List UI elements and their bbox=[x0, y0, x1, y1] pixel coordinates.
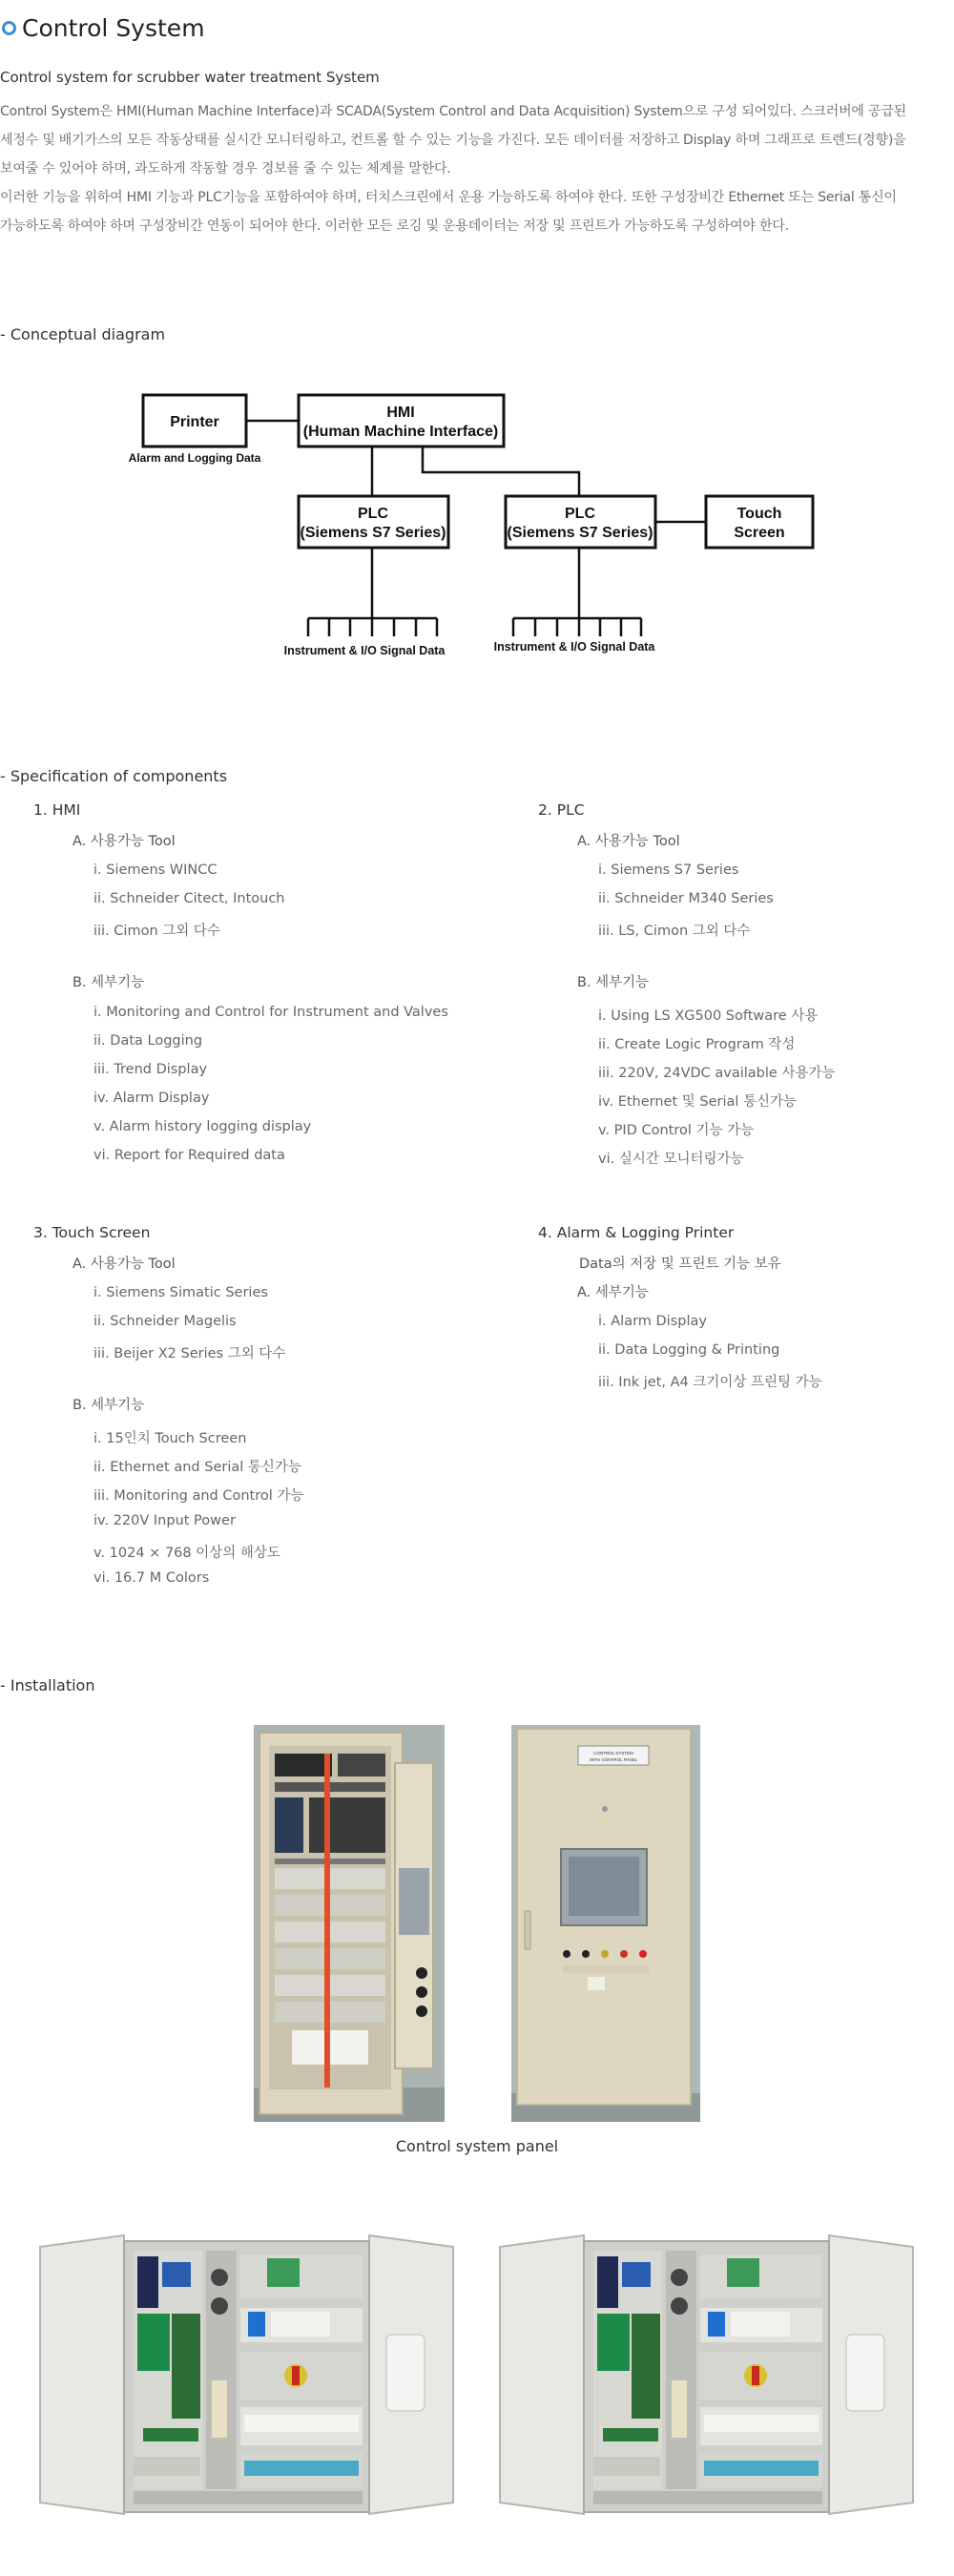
spec-hmi-detail-head: B. 세부기능 bbox=[73, 975, 145, 990]
list-item: i. Monitoring and Control for Instrument and Valves bbox=[93, 1005, 448, 1020]
list-item: ii. Data Logging bbox=[93, 1033, 203, 1049]
photo-caption: Control system panel bbox=[395, 2137, 559, 2155]
control-panel-interior-photo-right bbox=[498, 2228, 915, 2525]
plc-left-sublabel: (Siemens S7 Series) bbox=[300, 525, 446, 541]
printer-label: Printer bbox=[170, 414, 219, 430]
list-item: i. Using LS XG500 Software 사용 bbox=[598, 1008, 819, 1024]
list-item: i. 15인치 Touch Screen bbox=[93, 1431, 247, 1446]
list-item: ii. Schneider Magelis bbox=[93, 1314, 237, 1329]
list-item: i. Siemens Simatic Series bbox=[93, 1285, 268, 1300]
control-panel-interior-photo-left bbox=[38, 2228, 455, 2525]
spec-plc-detail-head: B. 세부기능 bbox=[577, 975, 650, 990]
plc-right-label: PLC bbox=[565, 506, 595, 522]
touch-screen-sublabel: Screen bbox=[734, 525, 785, 541]
spec-printer bbox=[538, 1224, 954, 1415]
title-row bbox=[0, 13, 205, 42]
list-item: ii. Create Logic Program 작성 bbox=[598, 1037, 796, 1052]
list-item: i. Siemens S7 Series bbox=[598, 862, 739, 878]
list-item: iv. Alarm Display bbox=[93, 1091, 210, 1106]
list-item: v. Alarm history logging display bbox=[93, 1119, 312, 1134]
spec-plc-title: 2. PLC bbox=[538, 801, 585, 819]
list-item: ii. Schneider Citect, Intouch bbox=[93, 891, 285, 906]
closed-control-panel-photo bbox=[511, 1725, 700, 2122]
spec-hmi-title: 1. HMI bbox=[33, 801, 81, 819]
list-item: vi. 실시간 모니터링가능 bbox=[598, 1152, 744, 1167]
spec-printer-note: Data의 저장 및 프린트 기능 보유 bbox=[579, 1257, 781, 1272]
section-installation: - Installation bbox=[0, 1676, 95, 1694]
cabinet-nameplate: WITH CONTROL PANEL bbox=[589, 1757, 638, 1762]
spec-touch-title: 3. Touch Screen bbox=[33, 1224, 151, 1241]
spec-touch-tool-head: A. 사용가능 Tool bbox=[73, 1257, 176, 1272]
list-item: ii. Data Logging & Printing bbox=[598, 1342, 780, 1358]
list-item: i. Alarm Display bbox=[598, 1314, 707, 1329]
list-item: v. 1024 × 768 이상의 해상도 bbox=[93, 1546, 280, 1561]
list-item: i. Siemens WINCC bbox=[93, 862, 218, 878]
spec-touch-screen bbox=[33, 1224, 482, 1606]
plc-left-label: PLC bbox=[358, 506, 388, 522]
list-item: iii. Ink jet, A4 크기이상 프린팅 가능 bbox=[598, 1375, 822, 1390]
spec-printer-title: 4. Alarm & Logging Printer bbox=[538, 1224, 735, 1241]
list-item: ii. Schneider M340 Series bbox=[598, 891, 774, 906]
list-item: vi. 16.7 M Colors bbox=[93, 1570, 210, 1586]
intro-line: Control System은 HMI(Human Machine Interface)과 SCADA(System Control and Data Acquisition) System으로 구성 되어있다. 스크러버에 공급된 bbox=[0, 104, 906, 119]
list-item: iii. LS, Cimon 그외 다수 bbox=[598, 924, 751, 939]
list-item: iii. Trend Display bbox=[93, 1062, 208, 1077]
intro-text bbox=[0, 97, 954, 240]
spec-hmi bbox=[33, 801, 482, 1183]
circle-bullet-icon bbox=[2, 21, 16, 35]
touch-screen-label: Touch bbox=[736, 506, 782, 522]
intro-line: 보여줄 수 있어야 하며, 과도하게 작동할 경우 경보를 줄 수 있는 체계를 말한다. bbox=[0, 161, 451, 177]
spec-touch-detail-head: B. 세부기능 bbox=[73, 1398, 145, 1413]
conceptual-diagram bbox=[114, 386, 840, 663]
list-item: iv. 220V Input Power bbox=[93, 1513, 236, 1528]
spec-plc bbox=[538, 801, 954, 1183]
io-label-right: Instrument & I/O Signal Data bbox=[493, 640, 655, 654]
spec-hmi-tool-head: A. 사용가능 Tool bbox=[73, 834, 176, 849]
section-specification: - Specification of components bbox=[0, 767, 228, 785]
spec-printer-detail-head: A. 세부기능 bbox=[577, 1285, 649, 1300]
open-control-panel-photo bbox=[254, 1725, 445, 2122]
plc-right-sublabel: (Siemens S7 Series) bbox=[507, 525, 653, 541]
section-conceptual-diagram: - Conceptual diagram bbox=[0, 325, 166, 343]
subtitle: Control system for scrubber water treatment System bbox=[0, 69, 380, 86]
list-item: iii. Beijer X2 Series 그외 다수 bbox=[93, 1346, 286, 1361]
cabinet-nameplate: CONTROL SYSTEM bbox=[593, 1751, 633, 1755]
hmi-sublabel: (Human Machine Interface) bbox=[302, 424, 499, 440]
list-item: ii. Ethernet and Serial 통신가능 bbox=[93, 1460, 301, 1475]
io-label-left: Instrument & I/O Signal Data bbox=[283, 644, 446, 657]
intro-line: 이러한 기능을 위하여 HMI 기능과 PLC기능을 포함하여야 하며, 터치스크린에서 운용 가능하도록 하여야 한다. 또한 구성장비간 Ethernet 또는 Serial 통신이 bbox=[0, 190, 897, 205]
list-item: iv. Ethernet 및 Serial 통신가능 bbox=[598, 1094, 798, 1110]
list-item: iii. Cimon 그외 다수 bbox=[93, 924, 220, 939]
hmi-label: HMI bbox=[386, 405, 415, 421]
list-item: iii. 220V, 24VDC available 사용가능 bbox=[598, 1066, 836, 1081]
intro-line: 세정수 및 배기가스의 모든 작동상태를 실시간 모니터링하고, 컨트롤 할 수 있는 기능을 가진다. 모든 데이터를 저장하고 Display 하며 그래프로 트렌드(경향)을 bbox=[0, 133, 906, 148]
intro-line: 가능하도록 하여야 하며 구성장비간 연동이 되어야 한다. 이러한 모든 로깅 및 운용데이터는 저장 및 프린트가 가능하도록 구성하여야 한다. bbox=[0, 218, 789, 234]
printer-caption: Alarm and Logging Data bbox=[128, 451, 261, 465]
list-item: v. PID Control 기능 가능 bbox=[598, 1123, 755, 1138]
list-item: iii. Monitoring and Control 가능 bbox=[93, 1488, 304, 1504]
page-title: Control System bbox=[22, 13, 205, 42]
spec-plc-tool-head: A. 사용가능 Tool bbox=[577, 834, 680, 849]
list-item: vi. Report for Required data bbox=[93, 1148, 285, 1163]
